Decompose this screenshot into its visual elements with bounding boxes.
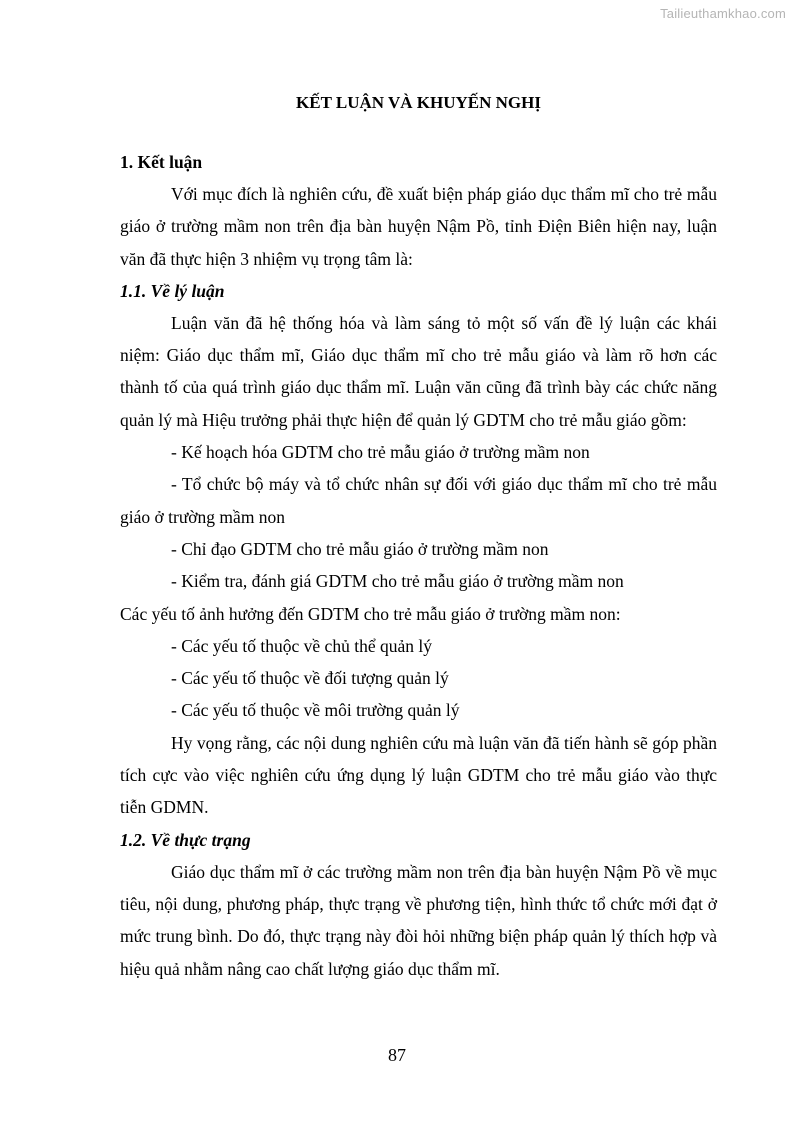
paragraph-ly-luan-conclusion: Hy vọng rằng, các nội dung nghiên cứu mà luận văn đã tiến hành sẽ góp phần tích cực vào việc nghiên cứu ứng dụng lý luận GDTM cho trẻ mẫu giáo vào thực tiễn GDMN.	[120, 732, 717, 818]
paragraph-thuc-trang: Giáo dục thẩm mĩ ở các trường mầm non trên địa bàn huyện Nậm Pồ về mục tiêu, nội dung, phương pháp, thực trạng về phương tiện, hình thức tổ chức mới đạt ở mức trung bình. Do đó, thực trạng này đòi hỏi những biện pháp quản lý thích hợp và hiệu quả nhằm nâng cao chất lượng giáo dục thẩm mĩ.	[120, 861, 717, 979]
paragraph-factors-intro: Các yếu tố ảnh hưởng đến GDTM cho trẻ mẫu giáo ở trường mầm non:	[120, 603, 621, 624]
page-number: 87	[388, 1045, 406, 1065]
list-item-function: - Kế hoạch hóa GDTM cho trẻ mẫu giáo ở trường mầm non	[171, 442, 590, 463]
subsection-heading-ly-luan: 1.1. Về lý luận	[120, 280, 225, 301]
document-page	[120, 92, 717, 985]
list-item-function: - Chỉ đạo GDTM cho trẻ mẫu giáo ở trường mầm non	[171, 538, 549, 559]
list-item-function: - Kiểm tra, đánh giá GDTM cho trẻ mẫu giáo ở trường mầm non	[171, 571, 624, 592]
paragraph-intro: Với mục đích là nghiên cứu, đề xuất biện pháp giáo dục thẩm mĩ cho trẻ mẫu giáo ở trường mầm non trên địa bàn huyện Nậm Pồ, tỉnh Điện Biên hiện nay, luận văn đã thực hiện 3 nhiệm vụ trọng tâm là:	[120, 184, 717, 269]
list-item-factor: - Các yếu tố thuộc về chủ thể quản lý	[171, 635, 432, 656]
list-item-factor: - Các yếu tố thuộc về đối tượng quản lý	[171, 668, 449, 689]
section-heading-ket-luan: 1. Kết luận	[120, 152, 203, 172]
list-item-factor: - Các yếu tố thuộc về môi trường quản lý	[171, 700, 460, 721]
subsection-heading-thuc-trang: 1.2. Về thực trạng	[120, 829, 251, 850]
list-item-function: - Tổ chức bộ máy và tổ chức nhân sự đối với giáo dục thẩm mĩ cho trẻ mẫu giáo ở trường mầm non	[120, 474, 717, 527]
watermark: Tailieuthamkhao.com	[660, 6, 786, 21]
paragraph-ly-luan: Luận văn đã hệ thống hóa và làm sáng tỏ một số vấn đề lý luận các khái niệm: Giáo dục thẩm mĩ, Giáo dục thẩm mĩ cho trẻ mẫu giáo và làm rõ hơn các thành tố của quá trình giáo dục thẩm mĩ. Luận văn cũng đã trình bày các chức năng quản lý mà Hiệu trưởng phải thực hiện để quản lý GDTM cho trẻ mẫu giáo gồm:	[120, 312, 717, 430]
document-title: KẾT LUẬN VÀ KHUYẾN NGHỊ	[296, 93, 541, 112]
